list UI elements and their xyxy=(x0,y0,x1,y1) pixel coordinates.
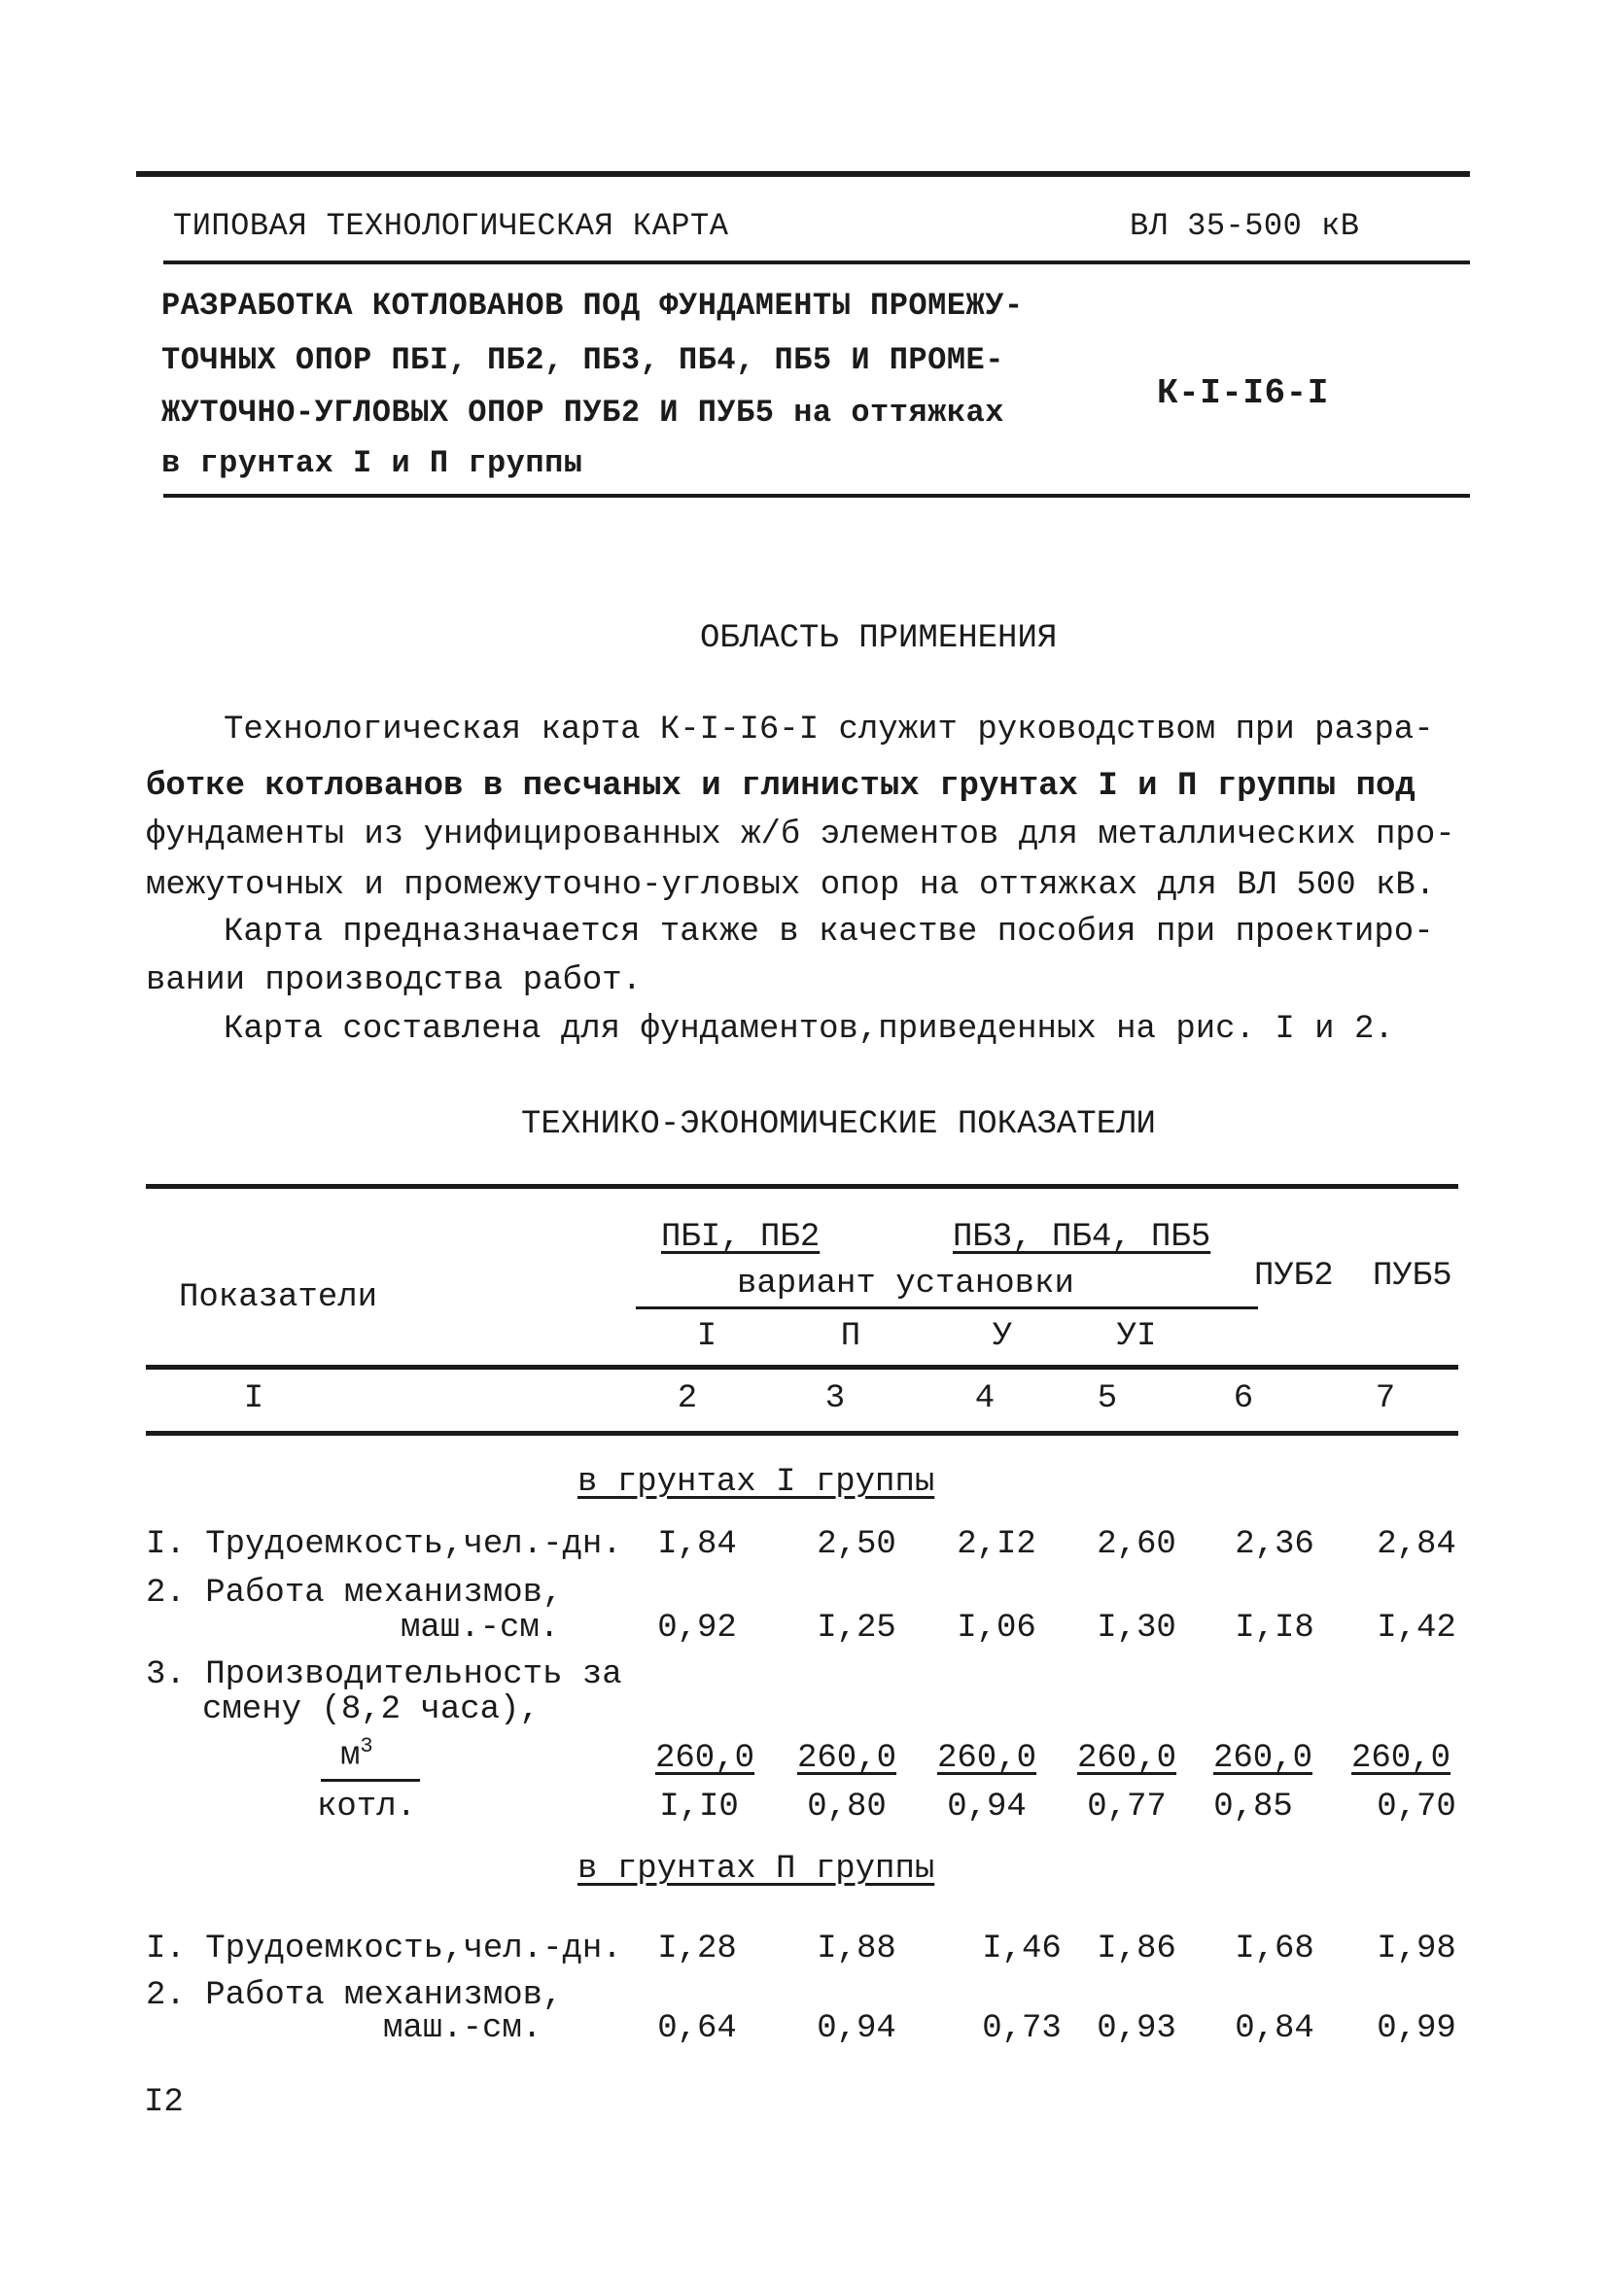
scope-line-3: фундаменты из унифицированных ж/б элементов для металлических про- xyxy=(146,817,1455,853)
section2-labor-value: I,98 xyxy=(1377,1931,1456,1967)
section2-mech-value: 0,84 xyxy=(1235,2010,1314,2047)
scope-line-5: Карта предназначается также в качестве пособия при проектиро- xyxy=(224,914,1434,951)
subject-line-4: в грунтах I и П группы xyxy=(161,445,583,481)
variant-label: вариант установки xyxy=(737,1266,1074,1303)
section1-prod-top: 260,0 xyxy=(1076,1740,1177,1777)
document-code: К-I-I6-I xyxy=(1157,373,1329,413)
table-top-rule xyxy=(146,1184,1458,1189)
section1-mech-value: I,I8 xyxy=(1235,1610,1314,1647)
header-line-voltage: ВЛ 35-500 кВ xyxy=(1130,208,1360,244)
header-mid-rule xyxy=(163,261,1470,264)
section1-labor-label: I. Трудоемкость,чел.-дн. xyxy=(146,1526,622,1563)
prod-unit-fraction-bar xyxy=(321,1779,420,1782)
subject-line-1: РАЗРАБОТКА КОТЛОВАНОВ ПОД ФУНДАМЕНТЫ ПРОМЕЖУ- xyxy=(161,288,1024,324)
variant-3: У xyxy=(992,1318,1013,1355)
header-sep-rule xyxy=(146,1365,1458,1370)
numbers-sep-rule xyxy=(146,1431,1458,1436)
section1-prod-bottom: 0,80 xyxy=(807,1789,887,1826)
col-number-4: 4 xyxy=(974,1380,996,1417)
header-bottom-rule xyxy=(163,494,1470,498)
section1-prod-bottom: 0,85 xyxy=(1213,1789,1293,1826)
subject-line-3: ЖУТОЧНО-УГЛОВЫХ ОПОР ПУБ2 И ПУБ5 на оттяжках xyxy=(161,395,1004,431)
section2-mech-value: 0,64 xyxy=(657,2010,737,2047)
section2-mech-value: 0,99 xyxy=(1377,2010,1456,2047)
prod-unit-m: м xyxy=(340,1737,361,1775)
col-header-pub2: ПУБ2 xyxy=(1254,1258,1334,1295)
col-header-pub5: ПУБ5 xyxy=(1373,1258,1452,1295)
section1-labor-value: 2,60 xyxy=(1097,1526,1176,1563)
section1-title: в грунтах I группы xyxy=(577,1464,935,1501)
col-number-2: 2 xyxy=(677,1380,698,1417)
scope-line-1: Технологическая карта К-I-I6-I служит руководством при разра- xyxy=(224,712,1434,748)
section1-prod-top: 260,0 xyxy=(1350,1740,1451,1777)
col-group-pb1-pb2: ПБI, ПБ2 xyxy=(661,1219,821,1256)
scope-heading: ОБЛАСТЬ ПРИМЕНЕНИЯ xyxy=(700,620,1058,657)
section2-mech-label-1: 2. Работа механизмов, xyxy=(146,1977,563,2014)
prod-unit-exponent: 3 xyxy=(360,1734,373,1758)
section1-mech-label-2: маш.-см. xyxy=(401,1610,560,1647)
section2-labor-value: I,88 xyxy=(817,1931,896,1967)
section1-labor-value: 2,84 xyxy=(1377,1526,1456,1563)
page-number: I2 xyxy=(144,2084,184,2121)
section2-labor-value: I,86 xyxy=(1097,1931,1176,1967)
section1-mech-value: I,42 xyxy=(1377,1610,1456,1647)
section1-prod-top: 260,0 xyxy=(1212,1740,1313,1777)
section1-prod-label-2: смену (8,2 часа), xyxy=(202,1691,540,1728)
section1-prod-label-1: 3. Производительность за xyxy=(146,1656,622,1693)
variant-4: УI xyxy=(1116,1318,1157,1355)
section2-mech-value: 0,73 xyxy=(982,2010,1062,2047)
header-top-rule xyxy=(136,171,1470,177)
section1-prod-bottom: 0,77 xyxy=(1087,1789,1167,1826)
col-header-indicators: Показатели xyxy=(179,1279,378,1316)
section1-mech-value: I,30 xyxy=(1097,1610,1176,1647)
scope-line-6: вании производства работ. xyxy=(146,962,643,999)
section2-labor-label: I. Трудоемкость,чел.-дн. xyxy=(146,1931,622,1967)
section1-mech-value: I,25 xyxy=(817,1610,896,1647)
prod-unit-denominator: котл. xyxy=(317,1789,417,1826)
section1-prod-bottom: 0,94 xyxy=(947,1789,1027,1826)
section2-labor-value: I,46 xyxy=(982,1931,1062,1967)
section1-prod-top: 260,0 xyxy=(654,1740,755,1777)
section1-labor-value: 2,36 xyxy=(1235,1526,1314,1563)
section1-prod-bottom: I,I0 xyxy=(659,1789,739,1826)
col-number-6: 6 xyxy=(1233,1380,1254,1417)
col-number-3: 3 xyxy=(824,1380,846,1417)
col-number-5: 5 xyxy=(1097,1380,1118,1417)
scope-line-2: ботке котлованов в песчаных и глинистых грунтах I и П группы под xyxy=(146,768,1416,805)
section1-labor-value: 2,I2 xyxy=(957,1526,1036,1563)
scope-line-7: Карта составлена для фундаментов,приведенных на рис. I и 2. xyxy=(224,1011,1394,1048)
prod-unit-numerator xyxy=(340,1734,373,1774)
col-group-pb3-pb5: ПБ3, ПБ4, ПБ5 xyxy=(953,1219,1211,1256)
section1-prod-bottom: 0,70 xyxy=(1377,1789,1456,1826)
section1-mech-label-1: 2. Работа механизмов, xyxy=(146,1575,563,1612)
section2-mech-value: 0,94 xyxy=(817,2010,896,2047)
scope-line-4: межуточных и промежуточно-угловых опор на оттяжках для ВЛ 500 кВ. xyxy=(146,867,1436,904)
subject-line-2: ТОЧНЫХ ОПОР ПБI, ПБ2, ПБ3, ПБ4, ПБ5 И ПРОМЕ- xyxy=(161,342,1004,378)
variant-underline xyxy=(636,1306,1258,1309)
section1-mech-value: 0,92 xyxy=(657,1610,737,1647)
section1-labor-value: 2,50 xyxy=(817,1526,896,1563)
variant-1: I xyxy=(696,1318,717,1355)
section1-prod-top: 260,0 xyxy=(936,1740,1037,1777)
section2-labor-value: I,68 xyxy=(1235,1931,1314,1967)
table-heading: ТЕХНИКО-ЭКОНОМИЧЕСКИЕ ПОКАЗАТЕЛИ xyxy=(521,1106,1156,1143)
header-title: ТИПОВАЯ ТЕХНОЛОГИЧЕСКАЯ КАРТА xyxy=(173,208,729,244)
section2-labor-value: I,28 xyxy=(657,1931,737,1967)
section2-mech-label-2: маш.-см. xyxy=(383,2010,542,2047)
section2-title: в грунтах П группы xyxy=(577,1851,935,1888)
section1-mech-value: I,06 xyxy=(957,1610,1036,1647)
col-number-1: I xyxy=(243,1380,264,1417)
section1-labor-value: I,84 xyxy=(657,1526,737,1563)
section2-mech-value: 0,93 xyxy=(1097,2010,1176,2047)
col-number-7: 7 xyxy=(1375,1380,1396,1417)
section1-prod-top: 260,0 xyxy=(796,1740,897,1777)
variant-2: П xyxy=(840,1318,861,1355)
